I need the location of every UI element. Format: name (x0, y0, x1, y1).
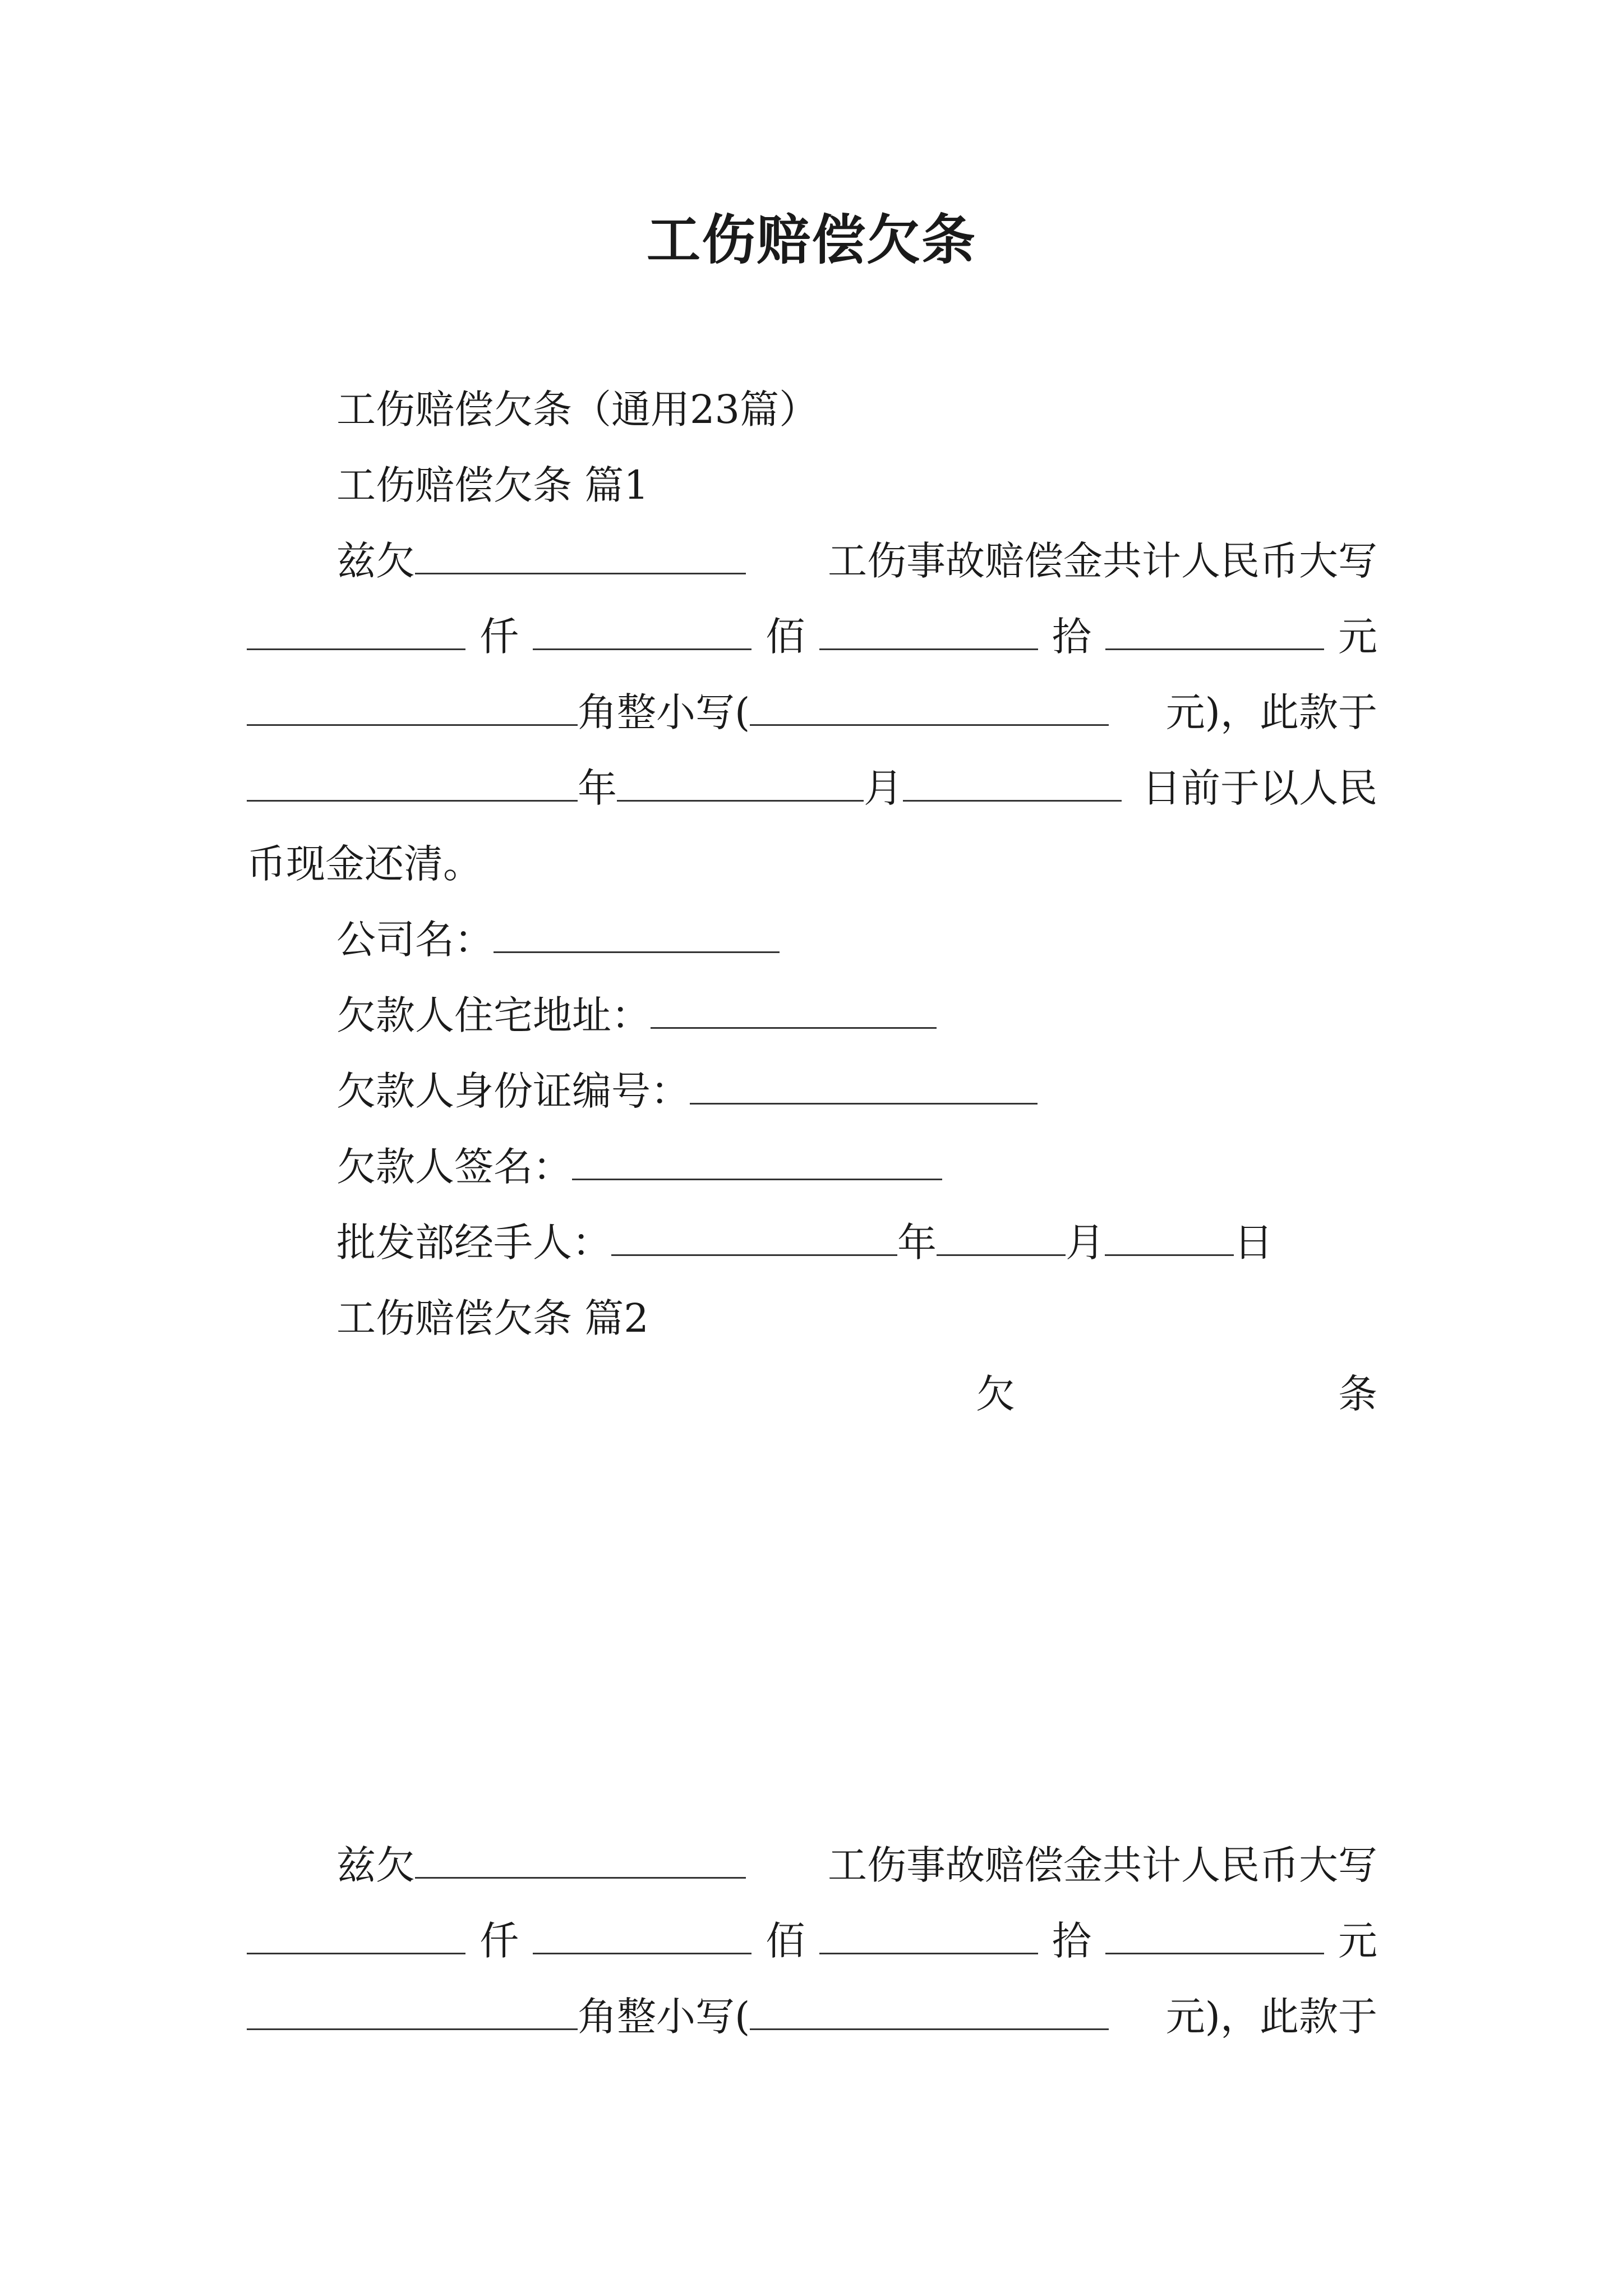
line1-prefix: 兹欠 (336, 538, 415, 584)
due-day-blank (903, 765, 1122, 802)
s2-line1-prefix: 兹欠 (336, 1842, 415, 1888)
section1-line2 (247, 606, 1377, 668)
unit-qian: 仟 (479, 614, 519, 660)
section1-line3 (247, 682, 1377, 743)
signature-row (247, 1136, 1377, 1198)
s2-unit-yuan: 元 (1338, 1918, 1377, 1964)
section2-line3 (247, 1986, 1377, 2047)
line3-mid: 角整小写( (578, 689, 750, 735)
address-blank (651, 992, 937, 1029)
handler-label: 批发部经手人： (336, 1220, 611, 1266)
page-title: 工伤赔偿欠条 (647, 208, 976, 272)
s2-unit-shi: 拾 (1052, 1918, 1091, 1964)
line4-suffix: 日前于以人民 (1142, 765, 1377, 811)
s2-amount-shi-blank (819, 1918, 1038, 1954)
company-blank (494, 917, 780, 953)
company-label: 公司名： (336, 917, 494, 963)
date-month-blank (937, 1220, 1066, 1256)
s2-debtor-name-blank (415, 1842, 746, 1879)
due-year-blank (247, 765, 578, 802)
s2-unit-qian: 仟 (479, 1918, 519, 1964)
s2-amount-jiao-blank (247, 1994, 578, 2030)
date-year: 年 (897, 1220, 937, 1266)
spaced-title-char2: 条 (1338, 1371, 1377, 1417)
section2-spaced-title (247, 1363, 1377, 1425)
section1-line5: 币现金还清。 (247, 841, 482, 887)
date-month: 月 (1066, 1220, 1105, 1266)
section2-heading: 工伤赔偿欠条 篇2 (336, 1295, 649, 1341)
s2-amount-qian-blank (247, 1918, 465, 1954)
amount-qian-blank (247, 614, 465, 650)
amount-bai-blank (533, 614, 751, 650)
s2-line3-suffix: 元)，此款于 (1165, 1994, 1377, 2040)
section1-line4 (247, 757, 1377, 819)
date-day-blank (1105, 1220, 1234, 1256)
spaced-title-char1: 欠 (976, 1371, 1015, 1417)
signature-label: 欠款人签名： (336, 1144, 572, 1190)
handler-row (247, 1212, 1377, 1273)
s2-line3-mid: 角整小写( (578, 1994, 750, 2040)
date-day: 日 (1234, 1220, 1273, 1266)
debtor-name-blank (415, 538, 746, 574)
section1-line1 (247, 530, 1377, 592)
amount-shi-blank (819, 614, 1038, 650)
section2-line2 (247, 1910, 1377, 1972)
address-label: 欠款人住宅地址： (336, 992, 651, 1038)
s2-unit-bai: 佰 (766, 1918, 805, 1964)
handler-blank (611, 1220, 897, 1256)
due-month-blank (617, 765, 864, 802)
s2-line1-suffix: 工伤事故赔偿金共计人民币大写 (828, 1842, 1377, 1888)
s2-amount-bai-blank (533, 1918, 751, 1954)
section2-line1 (247, 1834, 1377, 1896)
unit-yuan: 元 (1338, 614, 1377, 660)
amount-jiao-blank (247, 689, 578, 726)
unit-shi: 拾 (1052, 614, 1091, 660)
signature-blank (572, 1144, 942, 1180)
address-row (247, 984, 1377, 1046)
amount-lowercase-blank (750, 689, 1109, 726)
line1-suffix: 工伤事故赔偿金共计人民币大写 (828, 538, 1377, 584)
s2-amount-yuan-blank (1105, 1918, 1324, 1954)
section1-heading: 工伤赔偿欠条 篇1 (336, 462, 649, 508)
id-blank (690, 1068, 1038, 1105)
id-label: 欠款人身份证编号： (336, 1068, 690, 1114)
document-subtitle: 工伤赔偿欠条（通用23篇） (336, 386, 819, 432)
amount-yuan-blank (1105, 614, 1324, 650)
unit-bai: 佰 (766, 614, 805, 660)
company-row (247, 909, 1377, 970)
line3-suffix: 元)，此款于 (1165, 689, 1377, 735)
id-row (247, 1060, 1377, 1122)
unit-nian: 年 (578, 765, 617, 811)
unit-yue: 月 (864, 765, 903, 811)
s2-amount-lowercase-blank (750, 1994, 1109, 2030)
